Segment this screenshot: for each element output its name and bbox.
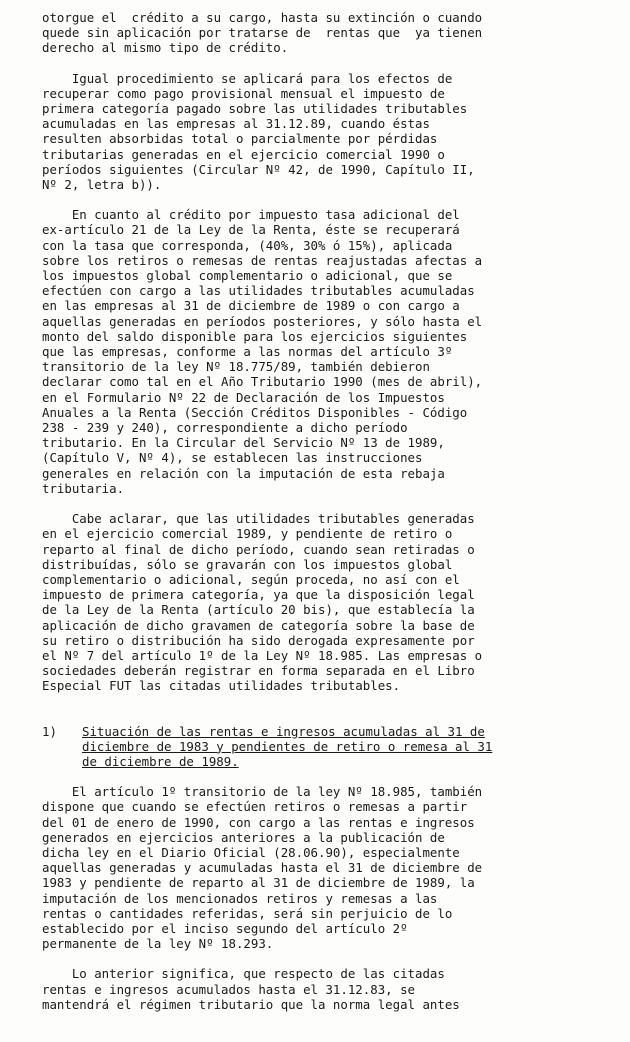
text-line: 1983 y pendiente de reparto al 31 de diciembre de 1989, la <box>42 875 475 891</box>
text-line: permanente de la ley Nº 18.293. <box>42 936 274 952</box>
text-line: del 01 de enero de 1990, con cargo a las rentas e ingresos <box>42 814 475 830</box>
text-line: tributaria. <box>42 480 125 496</box>
text-line: en las empresas al 31 de diciembre de 1989 o con cargo a <box>42 298 460 314</box>
text-line: Situación de las rentas e ingresos acumuladas al 31 de <box>82 723 485 739</box>
text-line: reparto al final de dicho período, cuando sean retiradas o <box>42 541 475 557</box>
text-line: Lo anterior significa, que respecto de las citadas <box>42 966 445 982</box>
text-line: generales en relación con la imputación de esta rebaja <box>42 465 445 481</box>
text-line: en el Formulario Nº 22 de Declaración de los Impuestos <box>42 389 445 405</box>
text-line: impuesto de primera categoría, ya que la disposición legal <box>42 587 475 603</box>
blank-line <box>42 951 618 966</box>
paragraph-credit-extinction <box>42 10 618 56</box>
text-line: En cuanto al crédito por impuesto tasa adicional del <box>42 207 460 223</box>
text-line: acumuladas en las empresas al 31.12.89, cuando éstas <box>42 116 430 132</box>
text-line: recuperar como pago provisional mensual el impuesto de <box>42 85 445 101</box>
text-line: los impuestos global complementario o adicional, que se <box>42 268 453 284</box>
paragraph-additional-tax-credit <box>42 207 618 496</box>
text-line: resulten absorbidas total o parcialmente por pérdidas <box>42 131 438 147</box>
text-line: aplicación de dicho gravamen de categoría sobre la base de <box>42 617 475 633</box>
paragraph-provisional-payment <box>42 71 618 193</box>
text-line: con la tasa que corresponda, (40%, 30% ó 15%), aplicada <box>42 237 453 253</box>
text-line: el Nº 7 del artículo 1º de la Ley Nº 18.985. Las empresas o <box>42 647 483 663</box>
text-line: rentas o cantidades referidas, será sin perjuicio de lo <box>42 905 453 921</box>
text-line: aquellas generadas en períodos posteriores, y sólo hasta el <box>42 313 483 329</box>
text-line: El artículo 1º transitorio de la ley Nº 18.985, también <box>42 784 483 800</box>
text-line: Igual procedimiento se aplicará para los efectos de <box>42 70 453 86</box>
text-line: Nº 2, letra b)). <box>42 177 162 193</box>
paragraph-taxable-profits-1989 <box>42 511 618 693</box>
text-line: Cabe aclarar, que las utilidades tributables generadas <box>42 511 475 527</box>
text-line: monto del saldo disponible para los ejercicios siguientes <box>42 328 468 344</box>
text-line: Anuales a la Renta (Sección Créditos Disponibles - Código <box>42 404 468 420</box>
text-line: establecido por el inciso segundo del artículo 2º <box>42 920 408 936</box>
text-line: otorgue el crédito a su cargo, hasta su extinción o cuando <box>42 10 483 25</box>
text-line: complementario o adicional, según proceda, no así con el <box>42 571 460 587</box>
blank-line <box>42 709 618 724</box>
text-line: generados en ejercicios anteriores a la publicación de <box>42 829 445 845</box>
section-heading <box>42 724 618 770</box>
text-line: mantendrá el régimen tributario que la norma legal antes <box>42 996 460 1012</box>
text-line: ex-artículo 21 de la Ley de la Renta, éste se recuperará <box>42 222 460 238</box>
text-line: distribuídas, sólo se gravarán con los impuestos global <box>42 556 453 572</box>
text-line: que las empresas, conforme a las normas del artículo 3º <box>42 344 453 360</box>
text-line: (Capítulo V, Nº 4), se establecen las instrucciones <box>42 450 423 466</box>
paragraph-previous-meaning <box>42 966 618 1012</box>
text-line: dicha ley en el Diario Oficial (28.06.90), especialmente <box>42 844 460 860</box>
text-line: tributario. En la Circular del Servicio Nº 13 de 1989, <box>42 435 445 451</box>
blank-line <box>42 192 618 207</box>
text-line: dispone que cuando se efectúen retiros o remesas a partir <box>42 799 468 815</box>
section-number: 1) <box>42 723 57 739</box>
text-line: sobre los retiros o remesas de rentas reajustadas afectas a <box>42 252 483 268</box>
text-line: en el ejercicio comercial 1989, y pendiente de retiro o <box>42 526 453 542</box>
blank-line <box>42 496 618 511</box>
text-line: períodos siguientes (Circular Nº 42, de 1990, Capítulo II, <box>42 161 475 177</box>
text-line: derecho al mismo tipo de crédito. <box>42 40 289 56</box>
text-line: tributarias generadas en el ejercicio comercial 1990 o <box>42 146 445 162</box>
text-line: declarar como tal en el Año Tributario 1990 (mes de abril), <box>42 374 483 390</box>
blank-line <box>42 694 618 709</box>
text-line: rentas e ingresos acumulados hasta el 31.12.83, se <box>42 981 415 997</box>
text-line: de la Ley de la Renta (artículo 20 bis), que establecía la <box>42 602 475 618</box>
text-line: efectúen con cargo a las utilidades tributables acumuladas <box>42 283 475 299</box>
text-line: primera categoría pagado sobre las utilidades tributables <box>42 101 468 117</box>
section-title <box>82 724 492 770</box>
text-line: quede sin aplicación por tratarse de rentas que ya tienen <box>42 25 483 41</box>
text-line: su retiro o distribución ha sido derogada expresamente por <box>42 632 475 648</box>
text-line: diciembre de 1983 y pendientes de retiro o remesa al 31 <box>82 738 493 754</box>
text-line: aquellas generadas y acumuladas hasta el 31 de diciembre de <box>42 860 483 876</box>
blank-line <box>42 769 618 784</box>
text-line: sociedades deberán registrar en forma separada en el Libro <box>42 663 475 679</box>
text-line: imputación de los mencionados retiros y remesas a las <box>42 890 438 906</box>
text-line: Especial FUT las citadas utilidades tributables. <box>42 678 401 694</box>
text-line: de diciembre de 1989. <box>82 753 239 769</box>
paragraph-transitory-article <box>42 784 618 951</box>
blank-line <box>42 56 618 71</box>
text-line: 238 - 239 y 240), correspondiente a dicho período <box>42 420 408 436</box>
text-line: transitorio de la ley Nº 18.775/89, también debieron <box>42 359 430 375</box>
